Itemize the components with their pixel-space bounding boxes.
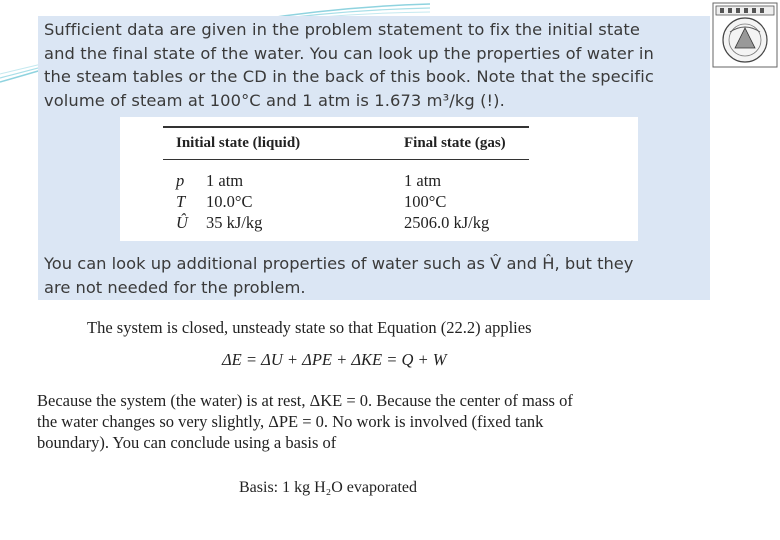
final-pressure: 1 atm: [404, 171, 442, 190]
final-internal-energy: 2506.0 kJ/kg: [404, 213, 490, 232]
university-logo: [712, 2, 778, 68]
after-table-line-1: You can look up additional properties of water such as V̂ and Ĥ, but they: [44, 254, 634, 273]
table-top-rule: [163, 126, 529, 128]
basis-text: Basis: 1 kg H₂O evaporated: [239, 479, 417, 496]
solution-section: [30, 312, 710, 462]
after-table-line-2: are not needed for the problem.: [44, 277, 306, 297]
symbol-internal-energy: Û: [176, 213, 188, 232]
header-initial-state: Initial state (liquid): [176, 135, 301, 151]
energy-balance-equation: ΔE = ΔU + ΔPE + ΔKE = Q + W: [222, 350, 447, 369]
intro-line-1: Sufficient data are given in the problem statement to fix the initial state: [44, 20, 640, 39]
intro-line-2: and the final state of the water. You can look up the properties of water in: [44, 43, 654, 63]
table-header-rule: [163, 159, 529, 160]
basis-box: [232, 470, 454, 506]
intro-paragraph: [44, 18, 712, 112]
header-final-state: Final state (gas): [404, 135, 506, 151]
additional-properties-paragraph: [44, 252, 712, 299]
initial-pressure: 1 atm: [206, 171, 244, 190]
solution-line-2: Because the system (the water) is at rest, ΔKE = 0. Because the center of mass of: [37, 391, 573, 410]
initial-internal-energy: 35 kJ/kg: [206, 213, 263, 232]
solution-line-3: the water changes so very slightly, ΔPE = 0. No work is involved (fixed tank: [37, 412, 544, 431]
intro-line-4: volume of steam at 100°C and 1 atm is 1.673 m³/kg (!).: [44, 90, 505, 110]
final-temperature: 100°C: [404, 192, 447, 211]
initial-temperature: 10.0°C: [206, 192, 253, 211]
solution-line-1: The system is closed, unsteady state so that Equation (22.2) applies: [87, 318, 532, 337]
symbol-pressure: p: [176, 171, 185, 190]
symbol-temperature: T: [176, 192, 186, 211]
intro-line-3: the steam tables or the CD in the back of this book. Note that the specific: [44, 67, 654, 87]
state-properties-table: [120, 117, 638, 241]
solution-line-4: boundary). You can conclude using a basis of: [37, 433, 337, 452]
